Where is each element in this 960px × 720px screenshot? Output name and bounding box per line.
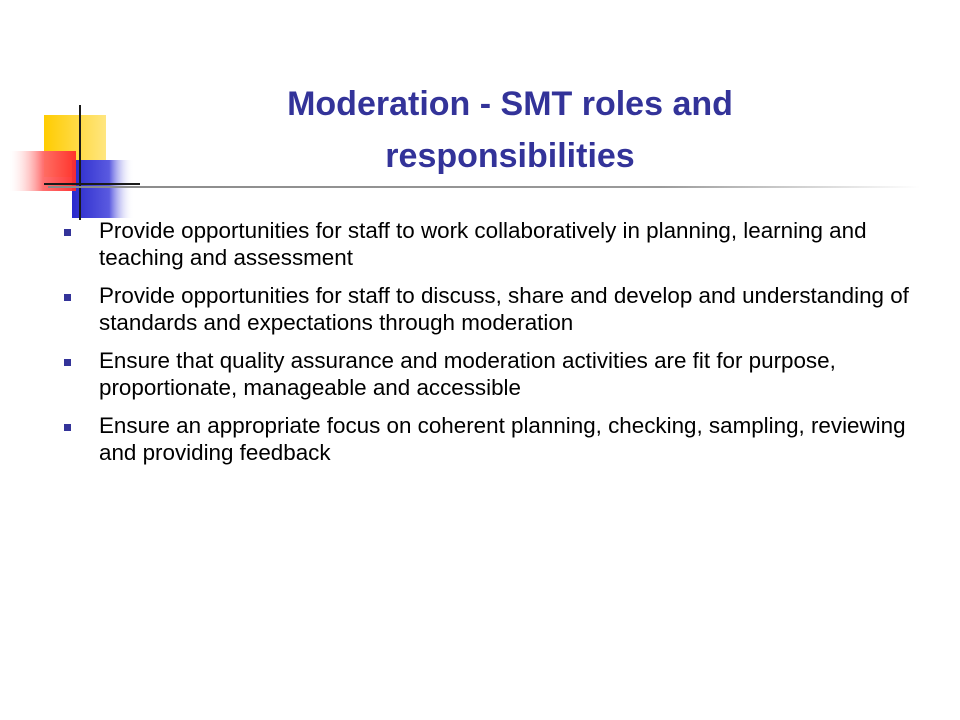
square-bullet-icon: [64, 294, 71, 301]
square-bullet-icon: [64, 229, 71, 236]
square-bullet-icon: [64, 359, 71, 366]
bullet-text: Ensure an appropriate focus on coherent planning, checking, sampling, reviewing and providing feedback: [99, 413, 906, 465]
bullet-text: Provide opportunities for staff to discuss, share and develop and understanding of standards and expectations through moderation: [99, 283, 909, 335]
list-item: [62, 348, 912, 401]
list-item: [62, 283, 912, 336]
bullet-text: Provide opportunities for staff to work collaboratively in planning, learning and teaching and assessment: [99, 218, 867, 270]
bullet-text: Ensure that quality assurance and moderation activities are fit for purpose, proportionate, manageable and accessible: [99, 348, 836, 400]
bullet-list: [62, 218, 912, 478]
square-bullet-icon: [64, 424, 71, 431]
slide-title: Moderation - SMT roles and responsibilities: [287, 85, 733, 175]
list-item: [62, 413, 912, 466]
title-divider: [48, 186, 920, 188]
color-blocks-logo-icon: [0, 95, 140, 220]
list-item: [62, 218, 912, 271]
